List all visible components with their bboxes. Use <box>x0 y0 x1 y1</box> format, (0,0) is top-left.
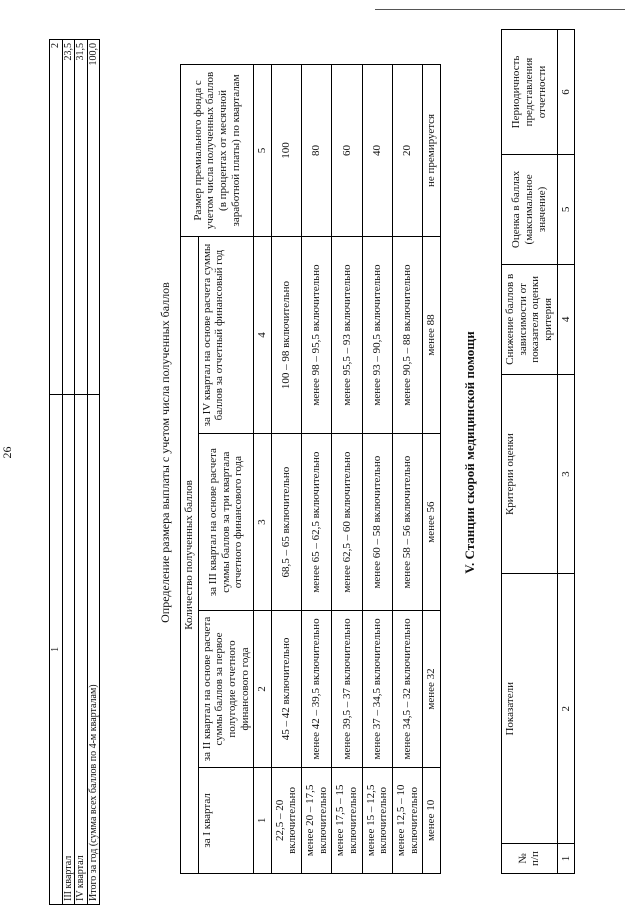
table-cell: менее 20 – 17,5 включительно <box>302 767 332 873</box>
table-row <box>87 40 100 905</box>
table-cell: менее 15 – 12,5 включительно <box>362 767 392 873</box>
column-header: за IV квартал на основе расчета суммы баллов за отчетный финансовый год <box>198 236 254 433</box>
table-cell: менее 60 – 58 включительно <box>362 434 392 611</box>
column-header: Периодичность представления отчетности <box>502 30 558 155</box>
column-number: 1 <box>254 767 272 873</box>
column-number: 3 <box>254 434 272 611</box>
table-cell: 68,5 – 65 включительно <box>271 434 301 611</box>
table-cell-value: 23,5 <box>62 40 75 395</box>
table-cell-value: 100,0 <box>87 40 100 395</box>
table-cell: менее 62,5 – 60 включительно <box>332 434 362 611</box>
table-row <box>302 65 332 874</box>
table-cell: 100 <box>271 65 301 237</box>
column-header: за I квартал <box>198 767 254 873</box>
table-cell: менее 88 <box>423 236 441 433</box>
table-cell: 40 <box>362 65 392 237</box>
table-row <box>557 30 575 874</box>
table-cell: 60 <box>332 65 362 237</box>
table-cell-value: 31,5 <box>75 40 88 395</box>
table-cell: менее 39,5 – 37 включительно <box>332 611 362 768</box>
table-cell: менее 58 – 56 включительно <box>392 434 422 611</box>
group-header: Количество полученных баллов <box>181 236 199 873</box>
criteria-table <box>501 29 575 874</box>
table-row <box>181 65 199 874</box>
table-cell: 20 <box>392 65 422 237</box>
table-header-cell: 1 <box>50 394 63 904</box>
column-number: 4 <box>557 264 575 374</box>
table-cell: 45 – 42 включительно <box>271 611 301 768</box>
column-number: 2 <box>557 574 575 844</box>
column-number: 5 <box>557 154 575 264</box>
column-number: 4 <box>254 236 272 433</box>
table-cell: не премируется <box>423 65 441 237</box>
table-row <box>271 65 301 874</box>
table-cell: 100 – 98 включительно <box>271 236 301 433</box>
table-cell-label: Итого за год (сумма всех баллов по 4-м кварталам) <box>87 394 100 904</box>
table-cell: менее 10 <box>423 767 441 873</box>
column-number: 1 <box>557 844 575 874</box>
table-cell: менее 12,5 – 10 включительно <box>392 767 422 873</box>
table-cell: менее 17,5 – 15 включительно <box>332 767 362 873</box>
column-number: 5 <box>254 65 272 237</box>
table-cell: менее 95,5 – 93 включительно <box>332 236 362 433</box>
column-header: Снижение баллов в зависимости от показателя оценки критерия <box>502 264 558 374</box>
table-cell: менее 65 – 62,5 включительно <box>302 434 332 611</box>
column-header: Критерии оценки <box>502 374 558 574</box>
table-row <box>332 65 362 874</box>
column-header: № п/п <box>502 844 558 874</box>
table-cell: менее 32 <box>423 611 441 768</box>
table-row <box>502 30 558 874</box>
table-cell: 22,5 – 20 включительно <box>271 767 301 873</box>
table-cell: менее 98 – 95,5 включительно <box>302 236 332 433</box>
table-row <box>423 65 441 874</box>
payout-table <box>180 64 441 874</box>
table-cell: менее 90,5 – 88 включительно <box>392 236 422 433</box>
column-header: Показатели <box>502 574 558 844</box>
table-row <box>362 65 392 874</box>
payout-title: Определение размера выплаты с учетом числа полученных баллов <box>158 282 172 623</box>
table-row <box>50 40 63 905</box>
column-number: 3 <box>557 374 575 574</box>
table-header-cell: 2 <box>50 40 63 395</box>
table-cell: менее 42 – 39,5 включительно <box>302 611 332 768</box>
table-cell-label: IV квартал <box>75 394 88 904</box>
column-header: за II квартал на основе расчета суммы баллов за первое полугодие отчетного финансового года <box>198 611 254 768</box>
section-heading: V. Станции скорой медицинской помощи <box>462 331 477 574</box>
column-number: 2 <box>254 611 272 768</box>
table-cell: менее 34,5 – 32 включительно <box>392 611 422 768</box>
column-number: 6 <box>557 30 575 155</box>
table-row <box>75 40 88 905</box>
table-cell: менее 93 – 90,5 включительно <box>362 236 392 433</box>
summary-table <box>49 39 100 905</box>
table-cell-label: III квартал <box>62 394 75 904</box>
table-cell: 80 <box>302 65 332 237</box>
column-header: Размер премиального фонда с учетом числа полученных баллов (в процентах от месячной заработной платы) по кварталам <box>181 65 254 237</box>
column-header: Оценка в баллах (максимальное значение) <box>502 154 558 264</box>
page-number: 26 <box>0 446 14 459</box>
table-row <box>254 65 272 874</box>
table-row <box>62 40 75 905</box>
column-header: за III квартал на основе расчета суммы баллов за три квартала отчетного финансового года <box>198 434 254 611</box>
table-cell: менее 37 – 34,5 включительно <box>362 611 392 768</box>
table-cell: менее 56 <box>423 434 441 611</box>
table-row <box>392 65 422 874</box>
